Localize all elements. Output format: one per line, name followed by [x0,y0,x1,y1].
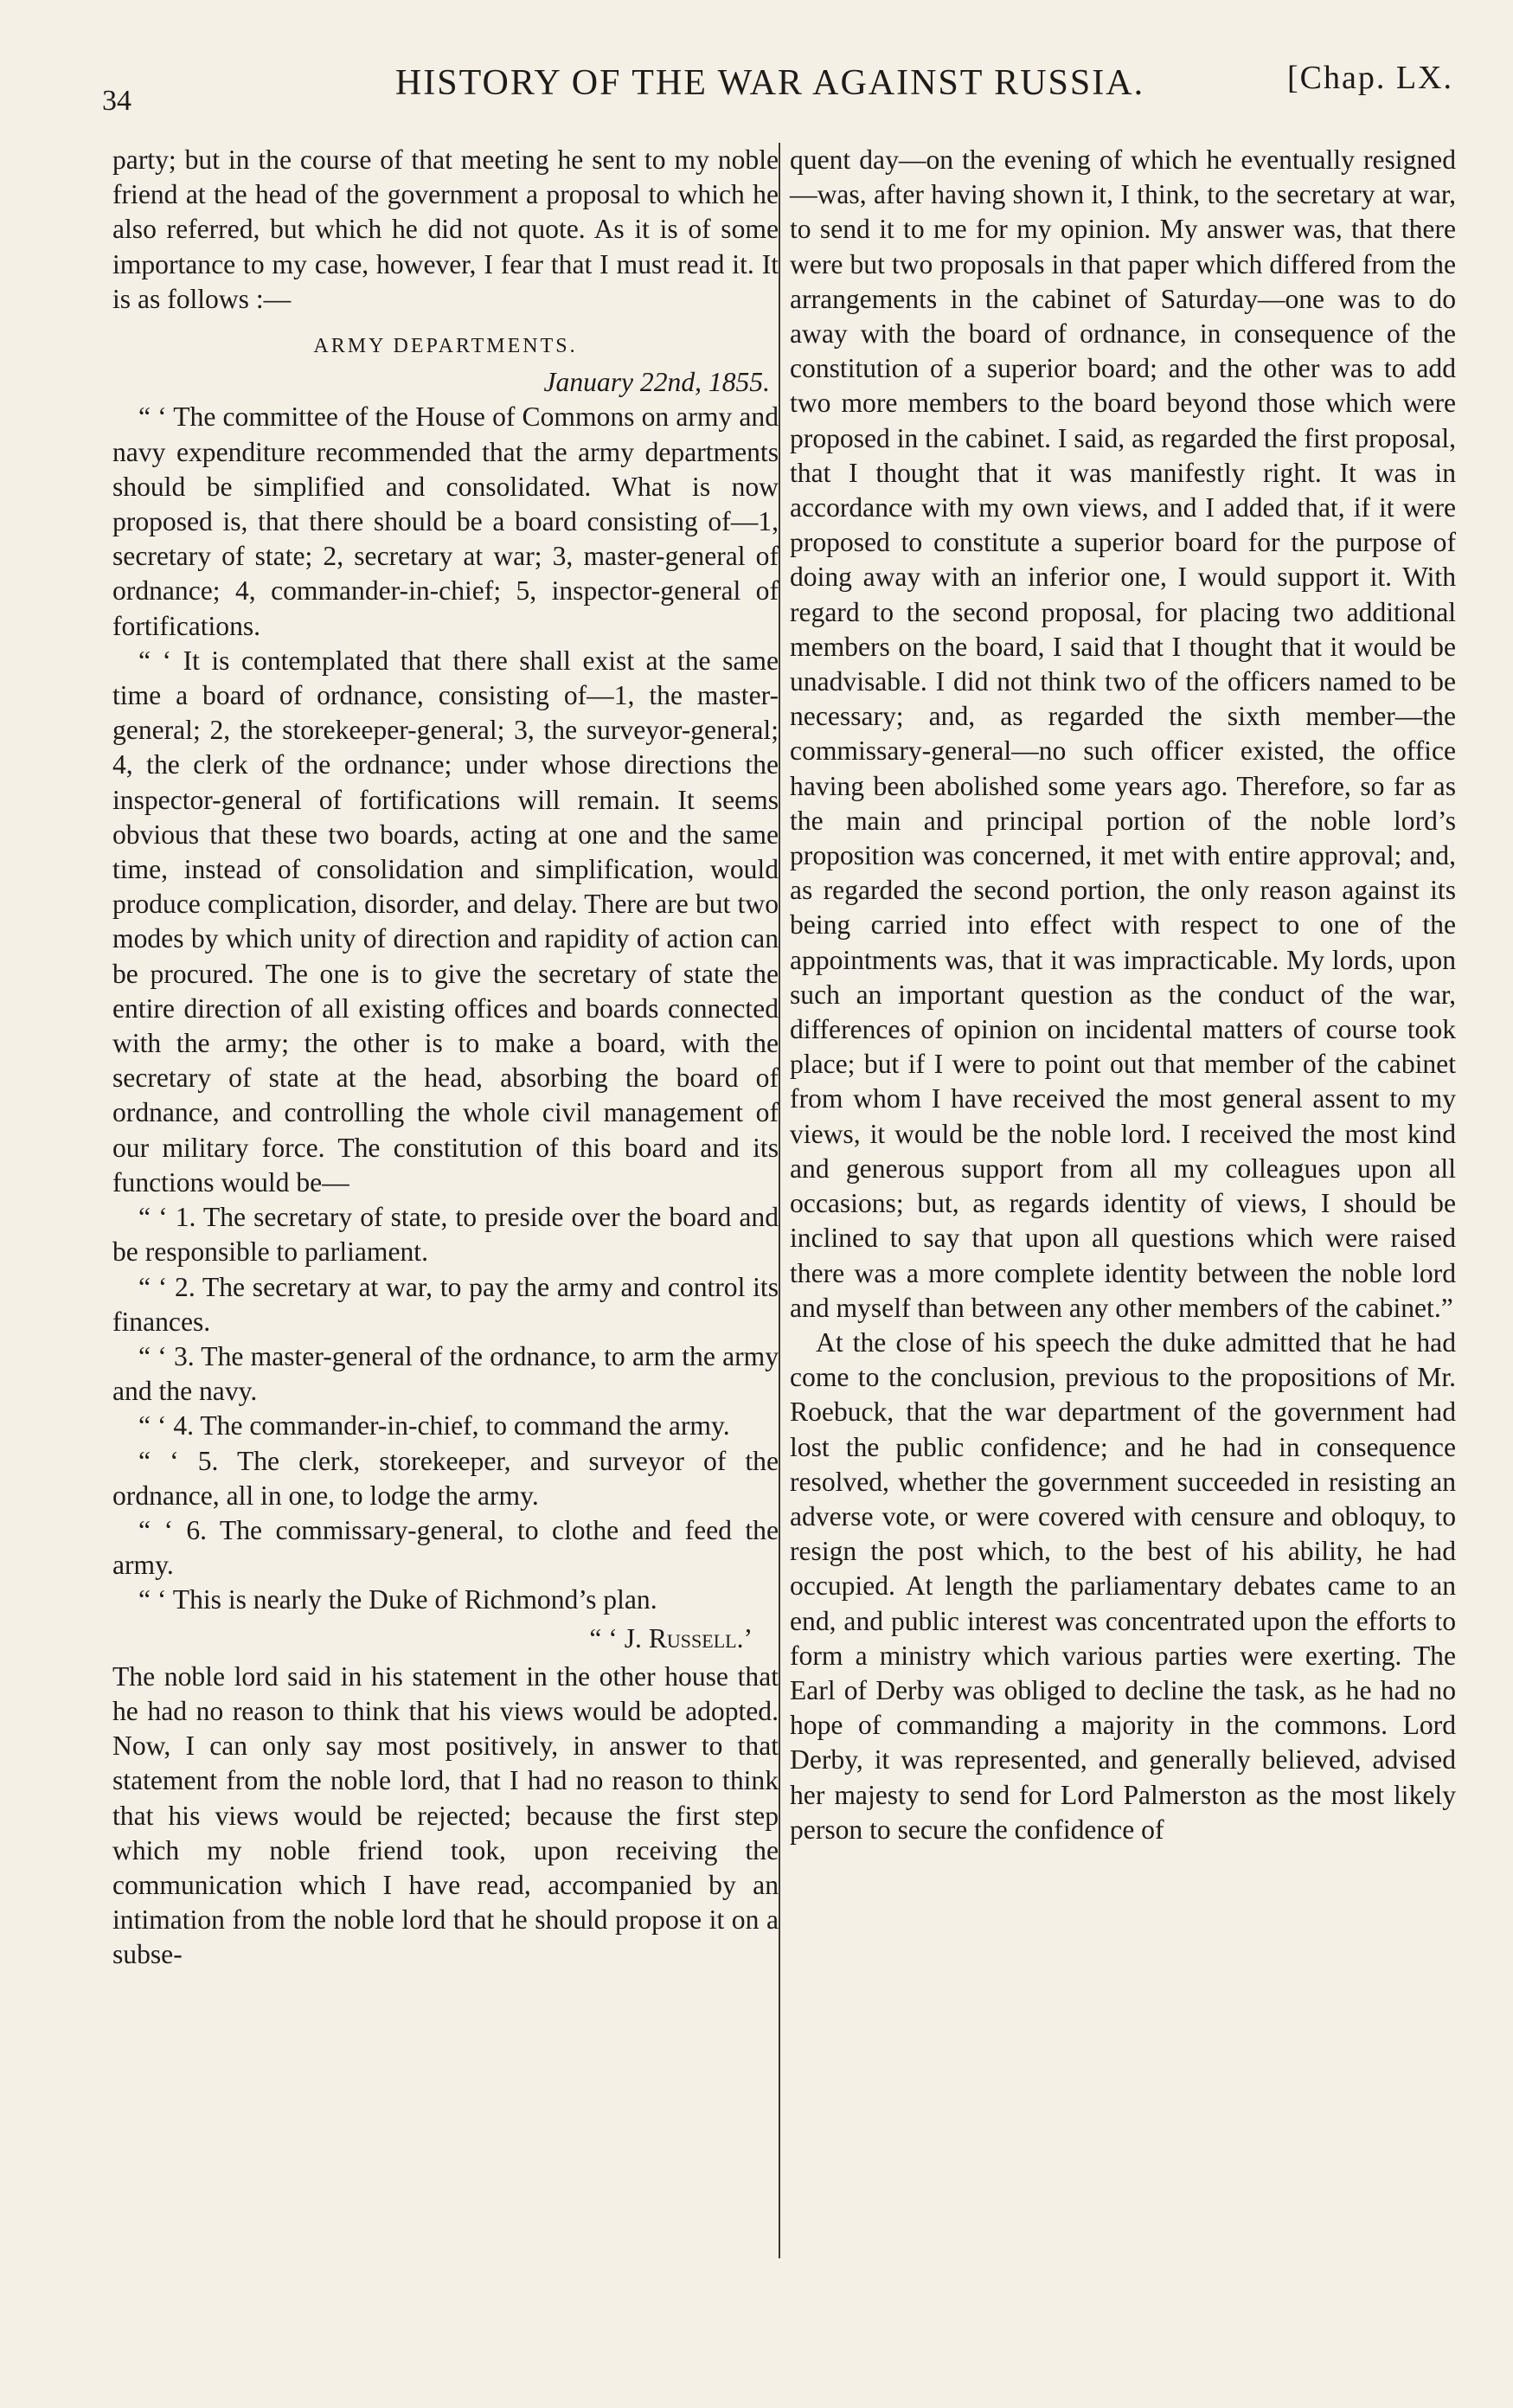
right-column [790,143,1456,1847]
page-header [87,52,1453,121]
list-item: “ ‘ 5. The clerk, storekeeper, and surveyor of the ordnance, all in one, to lodge the army. [112,1445,779,1511]
list-item: “ ‘ 4. The commander-in-chief, to command the army. [138,1410,730,1442]
list-item: “ ‘ This is nearly the Duke of Richmond’s plan. [138,1584,657,1615]
dateline: January 22nd, 1855. [543,367,770,398]
chapter-label: [Chap. LX. [1286,60,1453,96]
list-item: “ ‘ 1. The secretary of state, to preside over the board and be responsible to parliament. [112,1202,779,1268]
page-number: 34 [102,85,131,117]
paragraph: “ ‘ It is contemplated that there shall exist at the same time a board of ordnance, consisting of—1, the master-general; 2, the storekeeper-general; 3, the surveyor-general; 4, the clerk of the ordnance; under whose directions the inspector-general of fortifications will remain. It seems obvious that these two boards, acting at one and the same time, instead of consolidation and simplification, would produce complication, disorder, and delay. There are but two modes by which unity of direction and rapidity of action can be procured. The one is to give the secretary of state the entire direction of all existing offices and boards connected with the army; the other is to make a board, with the secretary of state at the head, absorbing the board of ordnance, and controlling the whole civil management of our military force. The constitution of this board and its functions would be— [112,645,779,1198]
paragraph: At the close of his speech the duke admitted that he had come to the conclusion, previous to the propositions of Mr. Roebuck, that the war department of the government had lost the public confidence; and he had in consequence resolved, whether the government succeeded in resisting an adverse vote, or were covered with censure and obloquy, to resign the post which, to the best of his ability, he had occupied. At length the parliamentary debates came to an end, and public interest was concentrated upon the efforts to form a ministry which various parties were exerting. The Earl of Derby was obliged to decline the task, as he had no hope of commanding a majority in the commons. Lord Derby, it was represented, and generally believed, advised her majesty to send for Lord Palmerston as the most likely person to secure the confidence of [790,1326,1456,1845]
signature: “ ‘ J. Russell.’ [589,1622,753,1653]
paragraph: quent day—on the evening of which he eventually resigned—was, after having shown it, I think, to the secretary at war, to send it to me for my opinion. My answer was, that there were but two proposals in that paper which differed from the arrangements in the cabinet of Saturday—one was to do away with the board of ordnance, in consequence of the constitution of a superior board; and the other was to add two more members to the board beyond those which were proposed in the cabinet. I said, as regarded the first proposal, that I thought that it was manifestly right. It was in accordance with my own views, and I added that, if it were proposed to constitute a superior board for the purpose of doing away with an inferior one, I would support it. With regard to the second proposal, for placing two additional members on the board, I said that I thought that it would be unadvisable. I did not think two of the officers named to be necessary; and, as regarded the sixth member—the commissary-general—no such officer existed, the office having been abolished some years ago. Therefore, so far as the main and principal portion of the noble lord’s proposition was concerned, it met with entire approval; and, as regarded the second portion, the only reason against its being carried into effect with respect to one of the appointments was, that it was impracticable. My lords, upon such an important question as the conduct of the war, differences of opinion on incidental matters of course took place; but if I were to point out that member of the cabinet from whom I have received the most general assent to my views, it would be the noble lord. I received the most kind and generous support from all my colleagues upon all occasions; but, as regards identity of views, I should be inclined to say that upon all questions which were raised there was a more complete identity between the noble lord and myself than between any other members of the cabinet.” [790,144,1456,1323]
list-item: “ ‘ 3. The master-general of the ordnance, to arm the army and the navy. [112,1340,779,1407]
left-column [112,143,779,1973]
column-divider [779,143,780,2258]
list-item: “ ‘ 2. The secretary at war, to pay the army and control its finances. [112,1271,779,1337]
section-heading: ARMY DEPARTMENTS. [313,335,578,358]
paragraph: party; but in the course of that meeting he sent to my noble friend at the head of the government a proposal to which he also referred, but which he did not quote. As it is of some importance to my case, however, I fear that I must read it. It is as follows :— [112,144,779,314]
list-item: “ ‘ 6. The commissary-general, to clothe and feed the army. [112,1514,779,1581]
paragraph: The noble lord said in his statement in the other house that he had no reason to think that his views would be adopted. Now, I can only say most positively, in answer to that statement from the noble lord, that I had no reason to think that his views would be rejected; because the first step which my noble friend took, upon receiving the communication which I have read, accompanied by an intimation from the noble lord that he should propose it on a subse- [112,1660,779,1970]
paragraph: “ ‘ The committee of the House of Commons on army and navy expenditure recommended that the army departments should be simplified and consolidated. What is now proposed is, that there should be a board consisting of—1, secretary of state; 2, secretary at war; 3, master-general of ordnance; 4, commander-in-chief; 5, inspector-general of fortifications. [112,401,779,641]
running-title: HISTORY OF THE WAR AGAINST RUSSIA. [394,63,1145,103]
